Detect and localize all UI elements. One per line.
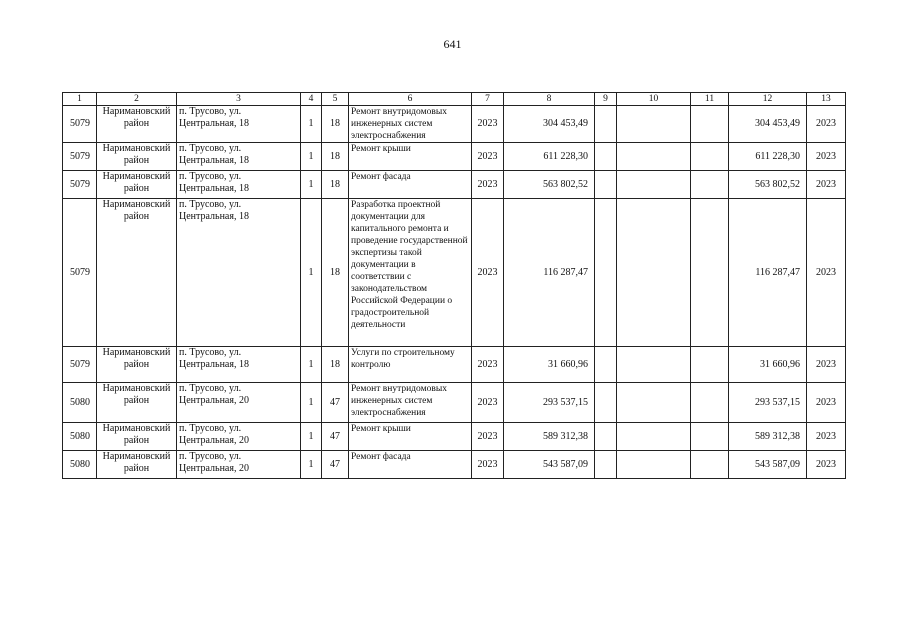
cell-c5: 18	[322, 199, 349, 347]
cell-c5: 18	[322, 171, 349, 199]
cell-c4: 1	[301, 199, 322, 347]
cell-id: 5080	[63, 423, 97, 451]
cell-work: Ремонт крыши	[349, 143, 472, 171]
cell-address: п. Трусово, ул. Центральная, 18	[177, 171, 301, 199]
cell-district: Наримановский район	[97, 106, 177, 143]
cell-district: Наримановский район	[97, 199, 177, 347]
page-number: 641	[443, 37, 462, 51]
cell-c12: 31 660,96	[729, 347, 807, 383]
cell-c4: 1	[301, 347, 322, 383]
cell-c4: 1	[301, 451, 322, 479]
cell-c5: 47	[322, 423, 349, 451]
cell-c11	[691, 451, 729, 479]
cell-c13: 2023	[807, 347, 846, 383]
column-header-2: 2	[97, 93, 177, 106]
cell-id: 5080	[63, 451, 97, 479]
cell-c4: 1	[301, 171, 322, 199]
cell-c10	[617, 171, 691, 199]
cell-work: Ремонт внутридомовых инженерных систем электроснабжения	[349, 106, 472, 143]
cell-c11	[691, 199, 729, 347]
cell-work: Ремонт фасада	[349, 451, 472, 479]
cell-c10	[617, 383, 691, 423]
cell-district: Наримановский район	[97, 143, 177, 171]
cell-address: п. Трусово, ул. Центральная, 20	[177, 451, 301, 479]
cell-address: п. Трусово, ул. Центральная, 18	[177, 347, 301, 383]
table-row	[63, 143, 846, 171]
column-header-7: 7	[472, 93, 504, 106]
table-row	[63, 383, 846, 423]
cell-district: Наримановский район	[97, 451, 177, 479]
cell-c5: 18	[322, 106, 349, 143]
cell-c12: 543 587,09	[729, 451, 807, 479]
cell-c9	[595, 347, 617, 383]
table-row	[63, 423, 846, 451]
cell-work: Услуги по строительному контролю	[349, 347, 472, 383]
cell-c5: 47	[322, 383, 349, 423]
cell-c12: 563 802,52	[729, 171, 807, 199]
cell-address: п. Трусово, ул. Центральная, 18	[177, 106, 301, 143]
cell-address: п. Трусово, ул. Центральная, 18	[177, 199, 301, 347]
cell-address: п. Трусово, ул. Центральная, 18	[177, 143, 301, 171]
cell-id: 5080	[63, 383, 97, 423]
cell-cost: 543 587,09	[504, 451, 595, 479]
cell-c9	[595, 143, 617, 171]
cell-c10	[617, 347, 691, 383]
column-header-9: 9	[595, 93, 617, 106]
cell-district: Наримановский район	[97, 383, 177, 423]
cell-district: Наримановский район	[97, 347, 177, 383]
cell-cost: 589 312,38	[504, 423, 595, 451]
cell-id: 5079	[63, 106, 97, 143]
column-header-4: 4	[301, 93, 322, 106]
table-body	[63, 106, 846, 479]
cell-c12: 611 228,30	[729, 143, 807, 171]
cell-c5: 18	[322, 347, 349, 383]
cell-c9	[595, 106, 617, 143]
cell-year: 2023	[472, 106, 504, 143]
cell-cost: 116 287,47	[504, 199, 595, 347]
header-row	[63, 93, 846, 106]
repair-schedule-table	[62, 92, 846, 479]
table-row	[63, 199, 846, 347]
cell-c11	[691, 347, 729, 383]
cell-cost: 293 537,15	[504, 383, 595, 423]
cell-year: 2023	[472, 383, 504, 423]
cell-c12: 293 537,15	[729, 383, 807, 423]
cell-c9	[595, 423, 617, 451]
cell-c10	[617, 199, 691, 347]
table-row	[63, 171, 846, 199]
cell-c13: 2023	[807, 423, 846, 451]
cell-work: Ремонт внутридомовых инженерных систем электроснабжения	[349, 383, 472, 423]
cell-work: Разработка проектной документации для капитального ремонта и проведение государственной экспертизы такой документации в соответствии с законодательством Российской Федерации о градостроительной деятельности	[349, 199, 472, 347]
cell-c9	[595, 383, 617, 423]
cell-c11	[691, 106, 729, 143]
column-header-12: 12	[729, 93, 807, 106]
cell-cost: 31 660,96	[504, 347, 595, 383]
cell-c10	[617, 451, 691, 479]
cell-c5: 47	[322, 451, 349, 479]
column-header-13: 13	[807, 93, 846, 106]
cell-c10	[617, 143, 691, 171]
cell-c5: 18	[322, 143, 349, 171]
cell-cost: 611 228,30	[504, 143, 595, 171]
cell-c9	[595, 171, 617, 199]
table-row	[63, 347, 846, 383]
column-header-11: 11	[691, 93, 729, 106]
column-header-10: 10	[617, 93, 691, 106]
column-header-8: 8	[504, 93, 595, 106]
cell-c13: 2023	[807, 171, 846, 199]
cell-district: Наримановский район	[97, 423, 177, 451]
cell-id: 5079	[63, 199, 97, 347]
cell-year: 2023	[472, 451, 504, 479]
cell-c10	[617, 106, 691, 143]
cell-year: 2023	[472, 143, 504, 171]
cell-address: п. Трусово, ул. Центральная, 20	[177, 423, 301, 451]
cell-c13: 2023	[807, 106, 846, 143]
cell-id: 5079	[63, 143, 97, 171]
table-row	[63, 451, 846, 479]
cell-c9	[595, 199, 617, 347]
cell-c13: 2023	[807, 143, 846, 171]
cell-c11	[691, 171, 729, 199]
table-row	[63, 106, 846, 143]
cell-c12: 304 453,49	[729, 106, 807, 143]
cell-c11	[691, 143, 729, 171]
cell-c13: 2023	[807, 199, 846, 347]
cell-c12: 589 312,38	[729, 423, 807, 451]
cell-c9	[595, 451, 617, 479]
cell-c4: 1	[301, 143, 322, 171]
cell-c10	[617, 423, 691, 451]
cell-c11	[691, 423, 729, 451]
cell-cost: 304 453,49	[504, 106, 595, 143]
cell-c4: 1	[301, 383, 322, 423]
cell-c4: 1	[301, 423, 322, 451]
cell-year: 2023	[472, 423, 504, 451]
cell-work: Ремонт крыши	[349, 423, 472, 451]
cell-id: 5079	[63, 347, 97, 383]
cell-year: 2023	[472, 347, 504, 383]
cell-work: Ремонт фасада	[349, 171, 472, 199]
cell-c11	[691, 383, 729, 423]
column-header-5: 5	[322, 93, 349, 106]
cell-district: Наримановский район	[97, 171, 177, 199]
cell-cost: 563 802,52	[504, 171, 595, 199]
cell-c13: 2023	[807, 383, 846, 423]
cell-c4: 1	[301, 106, 322, 143]
column-header-6: 6	[349, 93, 472, 106]
cell-address: п. Трусово, ул. Центральная, 20	[177, 383, 301, 423]
cell-year: 2023	[472, 199, 504, 347]
cell-c13: 2023	[807, 451, 846, 479]
column-header-1: 1	[63, 93, 97, 106]
cell-year: 2023	[472, 171, 504, 199]
column-header-3: 3	[177, 93, 301, 106]
cell-c12: 116 287,47	[729, 199, 807, 347]
cell-id: 5079	[63, 171, 97, 199]
